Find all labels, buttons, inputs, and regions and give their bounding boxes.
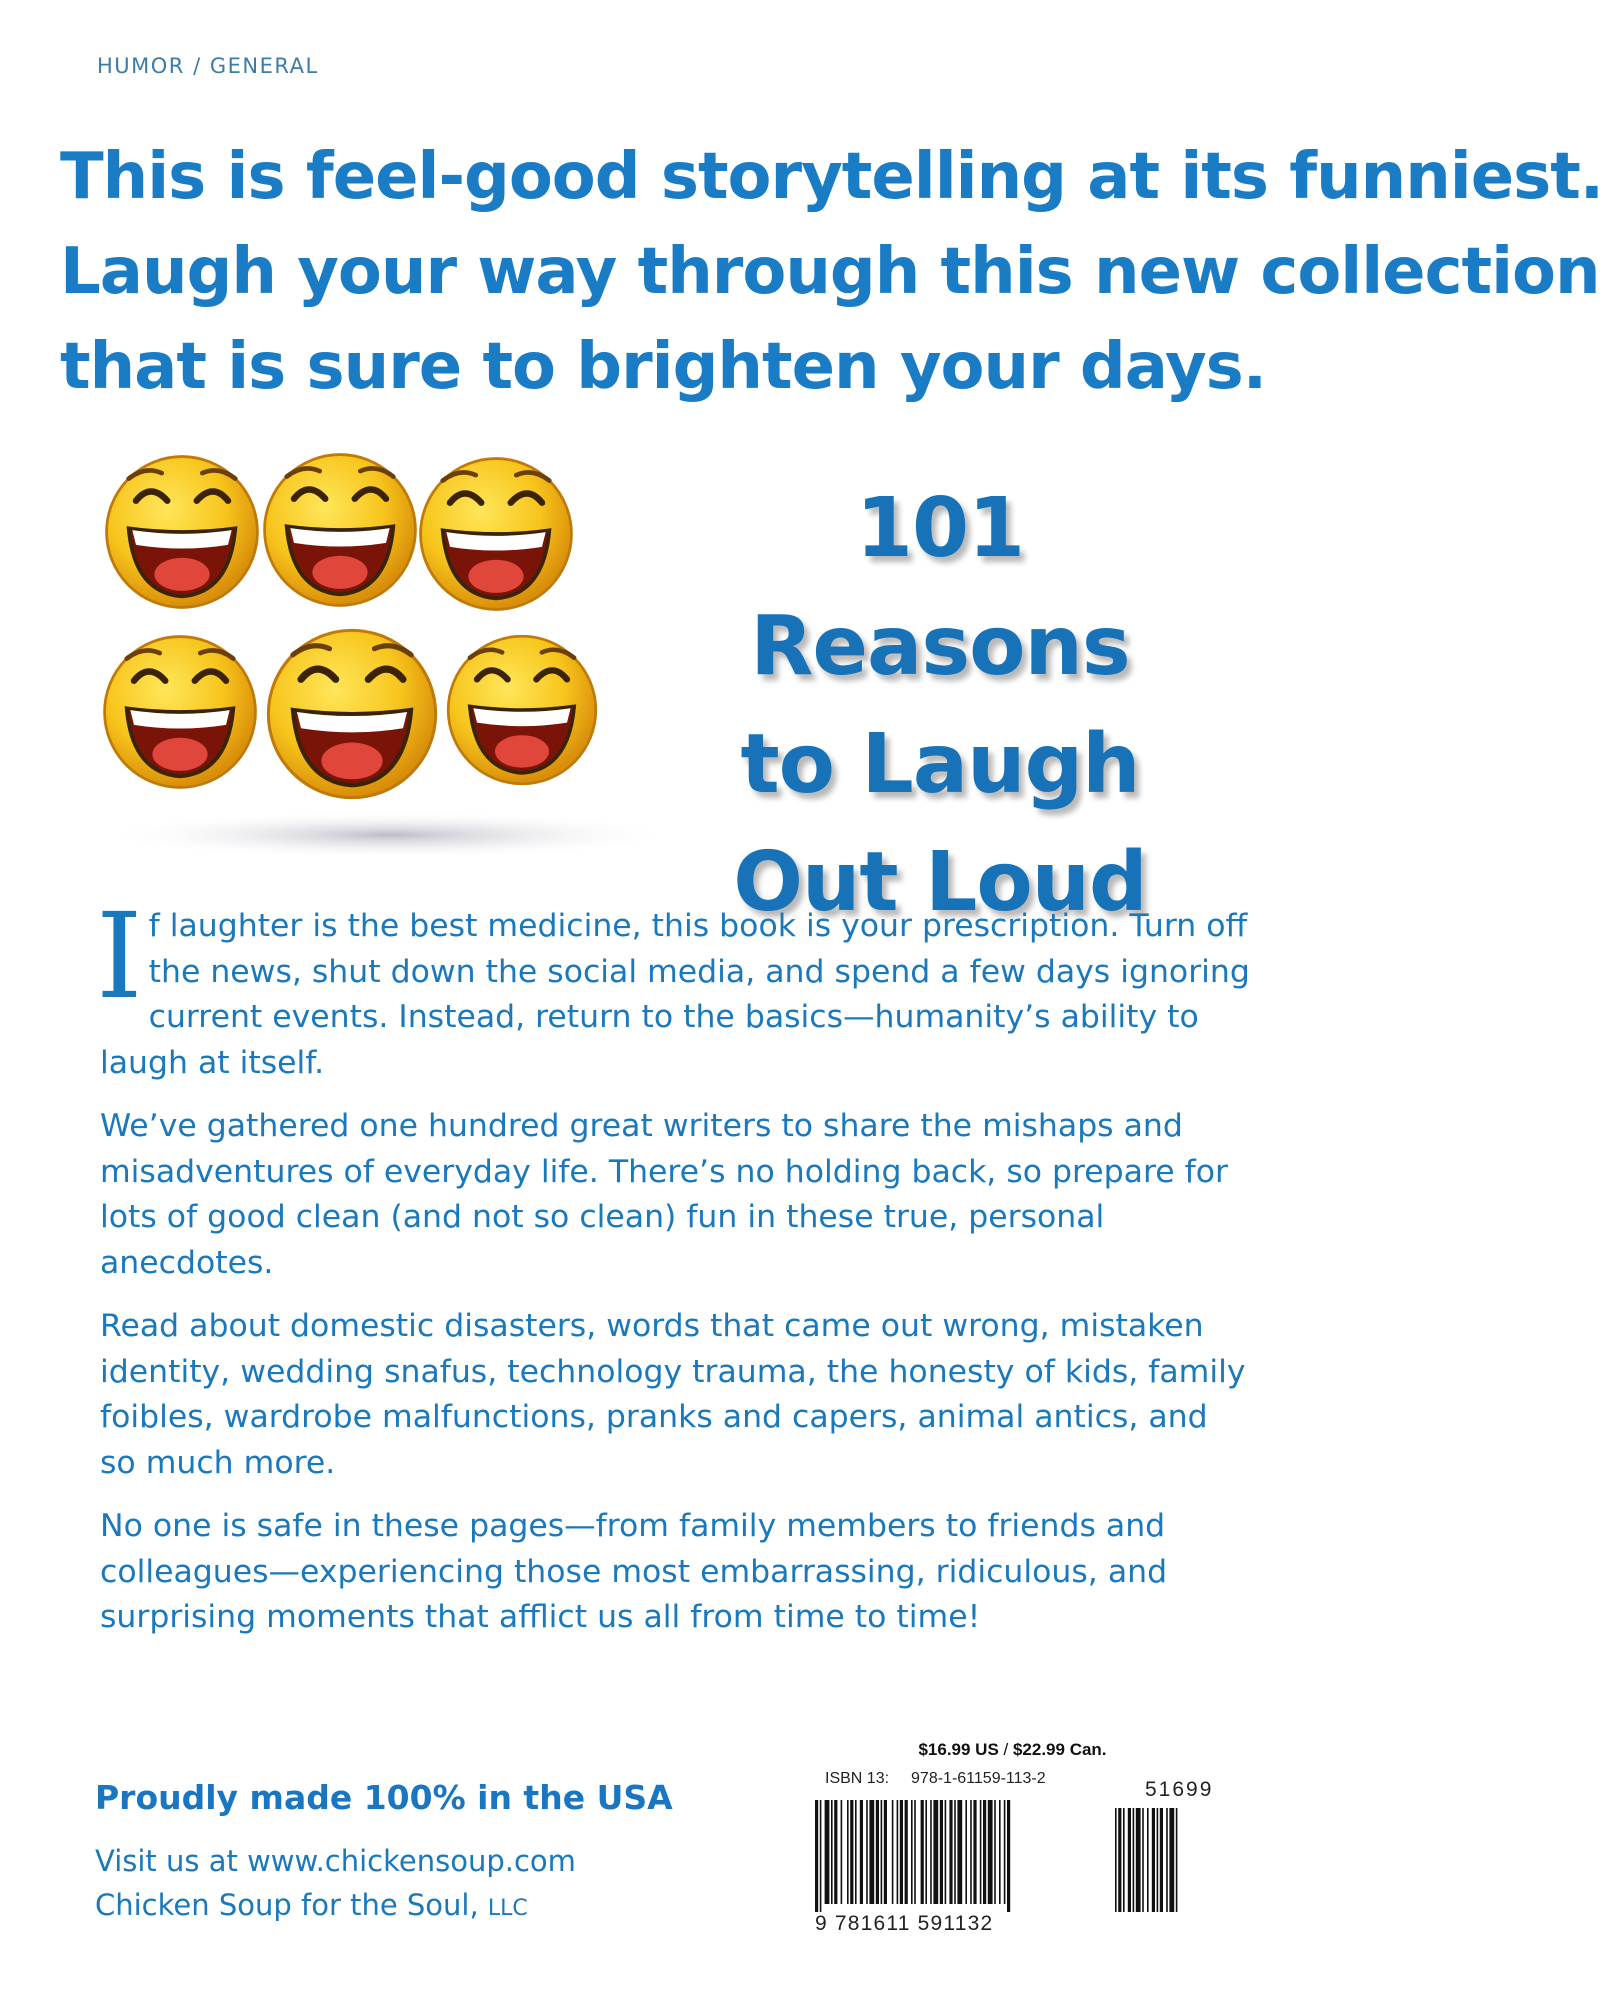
publisher-info: [95, 1778, 673, 1931]
made-in-usa: Proudly made 100% in the USA: [95, 1778, 673, 1817]
barcode-bar: [834, 1800, 837, 1904]
barcode-bar: [983, 1800, 986, 1904]
barcode-bar: [866, 1800, 868, 1904]
laughing-face-icon-group: [90, 440, 670, 860]
ean-digits: 9 781611 591132: [815, 1912, 994, 1935]
barcode-bar: [980, 1800, 982, 1904]
headline-line-3: that is sure to brighten your days.: [60, 330, 1267, 404]
addon-bar: [1147, 1808, 1149, 1912]
barcode-bar: [850, 1800, 853, 1904]
laughing-face-icon: [268, 630, 435, 797]
barcode-bar: [914, 1800, 916, 1904]
barcode-block: [815, 1740, 1214, 1950]
barcode-bar: [1007, 1800, 1010, 1912]
publisher-name: [95, 1883, 673, 1931]
book-title: [680, 470, 1200, 942]
price-can: $22.99 Can.: [1012, 1740, 1107, 1759]
laughing-face-icon: [448, 636, 596, 784]
description-paragraph-3: Read about domestic disasters, words that came out wrong, mistaken identity, wedding snafus, technology trauma, the honesty of kids, family foibles, wardrobe malfunctions, pranks and capers, animal antics, and so much more.: [100, 1308, 1246, 1481]
barcode-bar: [831, 1800, 833, 1904]
title-line-1: 101 Reasons: [750, 481, 1130, 694]
drop-cap: I: [96, 887, 143, 1025]
price: [815, 1740, 1210, 1760]
barcode-bar: [988, 1800, 993, 1904]
barcode-bar: [994, 1800, 996, 1904]
addon-bar: [1176, 1808, 1178, 1912]
description-paragraph-1: [96, 887, 1250, 1086]
description-paragraph-2: We’ve gathered one hundred great writers to share the mishaps and misadventures of everyday life. There’s no holding back, so prepare for lots of good clean (and not so clean) fun in these true, personal anecdotes.: [100, 1108, 1228, 1281]
category-label: HUMOR / GENERAL: [97, 54, 319, 78]
barcode-bar: [957, 1800, 962, 1904]
barcode-bar: [945, 1800, 947, 1904]
barcode-bar: [881, 1800, 883, 1904]
laughing-face-icon: [421, 459, 572, 610]
barcode-bar: [869, 1800, 874, 1904]
publisher-name-text: Chicken Soup for the Soul,: [95, 1888, 479, 1922]
barcode-bar: [876, 1800, 879, 1904]
isbn-number: 978-1-61159-113-2: [911, 1770, 1046, 1787]
barcode-bar: [841, 1800, 843, 1904]
price-us: $16.99 US: [918, 1740, 999, 1759]
barcode-bar: [954, 1800, 956, 1904]
barcode-bar: [1004, 1800, 1006, 1904]
barcode-bar: [930, 1800, 932, 1904]
addon-bar: [1166, 1808, 1168, 1912]
barcode-bar: [900, 1800, 903, 1904]
barcode-bar: [815, 1800, 818, 1912]
laughing-face-icon: [107, 457, 258, 608]
addon-bar: [1128, 1808, 1131, 1912]
barcode-bar: [970, 1800, 972, 1904]
barcode-bar: [925, 1800, 927, 1904]
barcode-bar: [892, 1800, 894, 1904]
barcode-bars: [815, 1800, 1210, 1912]
barcode-bar: [905, 1800, 908, 1904]
laughing-face-icon: [105, 637, 256, 788]
barcode-bar: [884, 1800, 887, 1904]
barcode-bar: [933, 1800, 938, 1904]
description-paragraph-4: No one is safe in these pages—from family members to friends and colleagues—experiencing those most embarrassing, ridiculous, and surprising moments that afflict us all from time to time!: [100, 1508, 1168, 1635]
addon-bar: [1160, 1808, 1163, 1912]
headline-line-2: Laugh your way through this new collection: [60, 235, 1600, 309]
addon-bar: [1123, 1808, 1125, 1912]
barcode-bar: [847, 1800, 849, 1904]
laughing-emoji-group: [90, 440, 670, 860]
barcode-bar: [999, 1800, 1001, 1904]
publisher-suffix: LLC: [487, 1896, 528, 1921]
barcode-bar: [949, 1800, 952, 1904]
addon-bar: [1142, 1808, 1144, 1912]
barcode-bar: [940, 1800, 943, 1904]
title-line-2: to Laugh: [740, 717, 1140, 812]
addon-bar: [1169, 1808, 1174, 1912]
barcode-bar: [825, 1800, 830, 1904]
addon-bar: [1152, 1808, 1155, 1912]
headline: [60, 130, 1603, 415]
barcode-bar: [897, 1800, 899, 1904]
paragraph-1-text: f laughter is the best medicine, this book is your prescription. Turn off the news, shut down the social media, and spend a few days ignoring current events. Instead, return to the basics—humanity’s ability to laugh at itself.: [100, 908, 1250, 1081]
barcode-bar: [911, 1800, 913, 1904]
price-separator: /: [998, 1740, 1013, 1759]
barcode-bar: [921, 1800, 924, 1904]
barcode-bar: [855, 1800, 857, 1904]
barcode-bar: [820, 1800, 822, 1912]
barcode-bar: [860, 1800, 863, 1904]
description: [96, 887, 1250, 1659]
barcode-bar: [973, 1800, 976, 1904]
title-line-3: Out Loud: [733, 835, 1147, 930]
headline-line-1: This is feel-good storytelling at its funniest.: [60, 140, 1603, 214]
isbn-label: ISBN 13:: [825, 1770, 890, 1787]
addon-bar: [1133, 1808, 1135, 1912]
website-line: Visit us at www.chickensoup.com: [95, 1844, 576, 1878]
isbn: [825, 1770, 1068, 1788]
laughing-face-icon: [265, 455, 416, 606]
addon-bar: [1118, 1808, 1121, 1912]
addon-bar: [1136, 1808, 1141, 1912]
barcode-bar: [965, 1800, 967, 1904]
addon-bar: [1115, 1808, 1117, 1912]
addon-bar: [1157, 1808, 1159, 1912]
price-addon-code: 51699: [1145, 1778, 1214, 1801]
